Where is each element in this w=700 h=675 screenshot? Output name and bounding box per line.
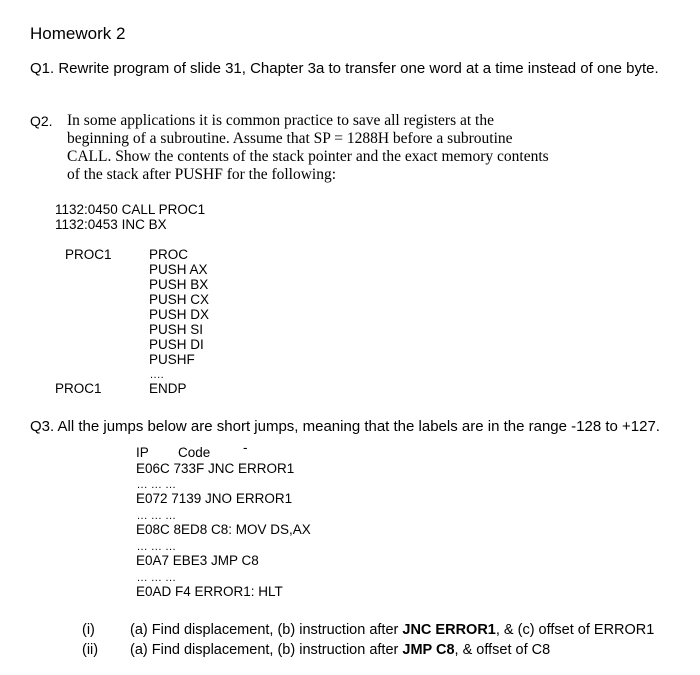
jump-line: E08C 8ED8 C8: MOV DS,AX <box>136 522 311 537</box>
question-2-line: beginning of a subroutine. Assume that SP = 1288H before a subroutine <box>67 130 513 147</box>
jump-line: E072 7139 JNO ERROR1 <box>136 491 293 506</box>
jump-line: E0A7 EBE3 JMP C8 <box>136 553 259 568</box>
call-line: 1132:0453 INC BX <box>55 217 167 232</box>
header-ip: IP <box>136 445 149 460</box>
ellipsis: ... ... ... <box>137 572 177 584</box>
call-line: 1132:0450 CALL PROC1 <box>55 202 206 217</box>
question-2-line: of the stack after PUSHF for the following: <box>67 166 337 183</box>
proc-instruction: PUSH AX <box>149 262 208 277</box>
question-2-line: In some applications it is common practice to save all registers at the <box>67 112 494 129</box>
proc-label: PROC1 <box>65 247 112 262</box>
question-2-line: CALL. Show the contents of the stack pointer and the exact memory contents <box>67 148 549 165</box>
page-title: Homework 2 <box>30 24 126 43</box>
endp-instruction: ENDP <box>149 381 187 396</box>
ellipsis: .... <box>150 369 165 381</box>
proc-instruction: PUSH CX <box>149 292 210 307</box>
subquestion-text: (a) Find displacement, (b) instruction after JMP C8, & offset of C8 <box>130 642 551 658</box>
proc-instruction: PUSH SI <box>149 322 204 337</box>
subquestion-number: (ii) <box>82 642 99 658</box>
subquestion-number: (i) <box>82 622 95 638</box>
header-code: Code <box>178 445 211 460</box>
header-mark: - <box>243 440 248 455</box>
ellipsis: ... ... ... <box>137 510 177 522</box>
ellipsis: ... ... ... <box>137 541 177 553</box>
jump-line: E0AD F4 ERROR1: HLT <box>136 584 283 599</box>
jump-line: E06C 733F JNC ERROR1 <box>136 461 295 476</box>
proc-instruction: PUSHF <box>149 352 195 367</box>
ellipsis: ... ... ... <box>137 479 177 491</box>
proc-instruction: PROC <box>149 247 189 262</box>
proc-instruction: PUSH DX <box>149 307 210 322</box>
proc-instruction: PUSH DI <box>149 337 204 352</box>
question-1: Q1. Rewrite program of slide 31, Chapter 3a to transfer one word at a time instead of one byte. <box>30 60 659 77</box>
question-2-number: Q2. <box>30 113 53 129</box>
question-3: Q3. All the jumps below are short jumps, meaning that the labels are in the range -128 to +127. <box>30 418 660 435</box>
proc-instruction: PUSH BX <box>149 277 209 292</box>
endp-label: PROC1 <box>55 381 102 396</box>
subquestion-text: (a) Find displacement, (b) instruction after JNC ERROR1, & (c) offset of ERROR1 <box>130 622 655 638</box>
